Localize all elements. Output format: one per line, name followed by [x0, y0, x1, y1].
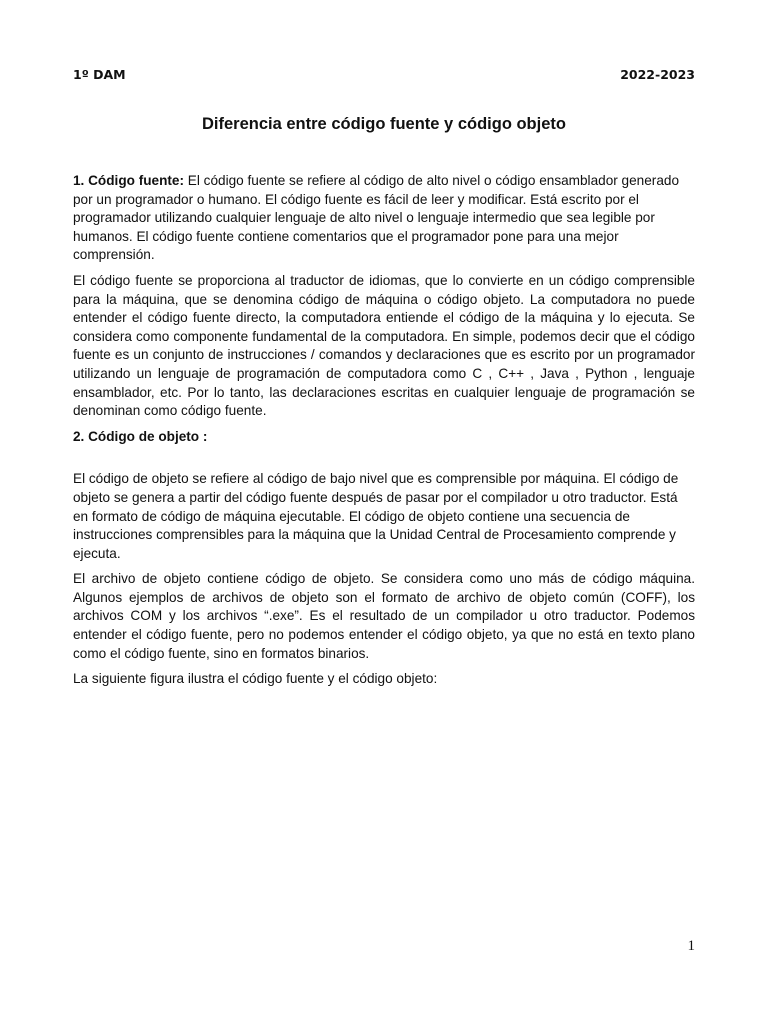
section1-paragraph1: [73, 172, 695, 265]
section2-paragraph3: La siguiente figura ilustra el código fuente y el código objeto:: [73, 671, 438, 687]
course-label: 1º DAM: [73, 67, 126, 82]
section1-paragraph2: El código fuente se proporciona al traductor de idiomas, que lo convierte en un código comprensible para la máquina, que se denomina código de máquina o código objeto. La computadora no puede entender el código fuente directo, la computadora entiende el código de la máquina y lo ejecuta. Se considera como componente fundamental de la computadora. En simple, podemos decir que el código fuente es un conjunto de instrucciones / comandos y declaraciones que es escrito por un programador utilizando un lenguaje de programación de computadora como C , C++ , Java , Python , lenguaje ensamblador, etc. Por lo tanto, las declaraciones escritas en cualquier lenguaje de programación se denominan como código fuente.: [73, 272, 695, 419]
section2-paragraph1: El código de objeto se refiere al código de bajo nivel que es comprensible por máquina. El código de objeto se genera a partir del código fuente después de pasar por el compilador u otro traductor. Está en formato de código de máquina ejecutable. El código de objeto contiene una secuencia de instrucciones comprensibles para la máquina que la Unidad Central de Procesamiento comprende y ejecuta.: [73, 471, 679, 561]
section2-heading: 2. Código de objeto :: [73, 428, 208, 444]
document-body: [73, 172, 695, 696]
academic-year: 2022-2023: [620, 67, 695, 82]
page-number: 1: [687, 938, 695, 954]
section1-heading: 1. Código fuente:: [73, 173, 185, 188]
section1-paragraph1-text: El código fuente se refiere al código de alto nivel o código ensamblador generado por un programador o humano. El código fuente es fácil de leer y modificar. Está escrito por el programador utilizando cualquier lenguaje de alto nivel o lenguaje intermedio que sea legible por humanos. El código fuente contiene comentarios que el programador pone para una mejor comprensión.: [73, 173, 680, 263]
section2-paragraph2: El archivo de objeto contiene código de objeto. Se considera como uno más de código máquina. Algunos ejemplos de archivos de objeto son el formato de archivo de objeto común (COFF), los archivos COM y los archivos “.exe”. Es el resultado de un compilador u otro traductor. Podemos entender el código fuente, pero no podemos entender el código objeto, ya que no está en texto plano como el código fuente, sino en formatos binarios.: [73, 571, 695, 661]
document-title: Diferencia entre código fuente y código objeto: [202, 115, 566, 133]
page-header: [73, 67, 695, 85]
